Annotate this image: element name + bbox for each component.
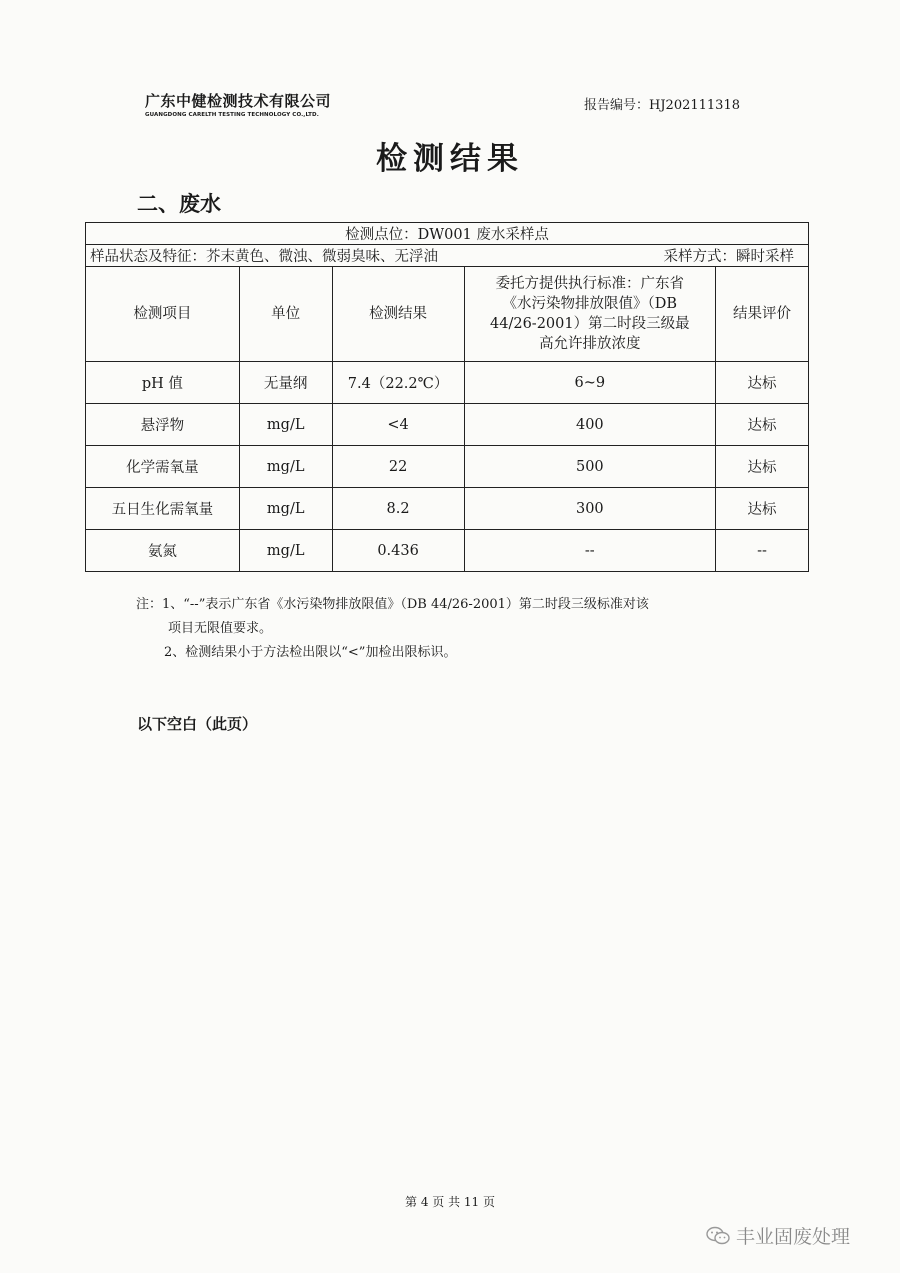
cell-result: 7.4（22.2℃） [332,362,464,404]
note-2: 2、检测结果小于方法检出限以“<”加检出限标识。 [164,645,457,660]
cell-evaluation: 达标 [716,488,809,530]
sample-state: 样品状态及特征：芥末黄色、微浊、微弱臭味、无浮油 [90,249,438,265]
table-row [86,446,809,488]
cell-evaluation: 达标 [716,446,809,488]
cell-result: 8.2 [332,488,464,530]
header-evaluation: 结果评价 [716,267,809,362]
cell-result: <4 [332,404,464,446]
cell-item: 化学需氧量 [86,446,240,488]
cell-standard: 500 [464,446,716,488]
cell-standard: 400 [464,404,716,446]
cell-standard: 6~9 [464,362,716,404]
table-row [86,488,809,530]
table-row [86,362,809,404]
cell-unit: mg/L [239,530,332,572]
notes [136,593,649,665]
note-1-continued: 项目无限值要求。 [168,621,273,636]
cell-unit: 无量纲 [239,362,332,404]
cell-result: 22 [332,446,464,488]
blank-page-note: 以下空白（此页） [137,715,258,733]
header-standard-line: 《水污染物排放限值》（DB [502,296,678,312]
cell-item: pH 值 [86,362,240,404]
header-standard-line: 44/26-2001）第二时段三级最 [490,316,690,332]
cell-result: 0.436 [332,530,464,572]
header-result: 检测结果 [332,267,464,362]
report-number: 报告编号：HJ202111318 [584,98,740,113]
cell-item: 氨氮 [86,530,240,572]
cell-item: 悬浮物 [86,404,240,446]
cell-unit: mg/L [239,488,332,530]
results-table [85,222,809,572]
company-name-en: GUANGDONG CARELTH TESTING TECHNOLOGY CO.,LTD. [145,112,319,118]
page-number: 第 4 页 共 11 页 [405,1195,495,1209]
sampling-method: 采样方式：瞬时采样 [663,249,794,265]
cell-evaluation: 达标 [716,362,809,404]
header-standard-line: 高允许排放浓度 [539,336,641,352]
company-header [145,90,331,118]
company-name-cn: 广东中健检测技术有限公司 [145,92,332,110]
cell-evaluation: -- [716,530,809,572]
header-standard [464,267,716,362]
location-row [86,223,809,245]
cell-item: 五日生化需氧量 [86,488,240,530]
page-title: 检测结果 [376,141,524,177]
table-row [86,404,809,446]
sampling-location: 检测点位：DW001 废水采样点 [86,223,809,245]
header-item: 检测项目 [86,267,240,362]
sample-state-row [86,245,809,267]
section-title: 二、废水 [137,192,221,216]
wechat-icon [706,1226,730,1246]
watermark-text: 丰业固废处理 [736,1226,851,1248]
cell-unit: mg/L [239,446,332,488]
cell-evaluation: 达标 [716,404,809,446]
header-standard-line: 委托方提供执行标准：广东省 [495,276,685,292]
table-row [86,530,809,572]
cell-standard: -- [464,530,716,572]
table-header-row [86,267,809,362]
cell-standard: 300 [464,488,716,530]
note-1: 注：1、“--”表示广东省《水污染物排放限值》（DB 44/26-2001）第二时段三级标准对该 [136,597,649,612]
cell-unit: mg/L [239,404,332,446]
watermark [706,1222,850,1249]
header-unit: 单位 [239,267,332,362]
